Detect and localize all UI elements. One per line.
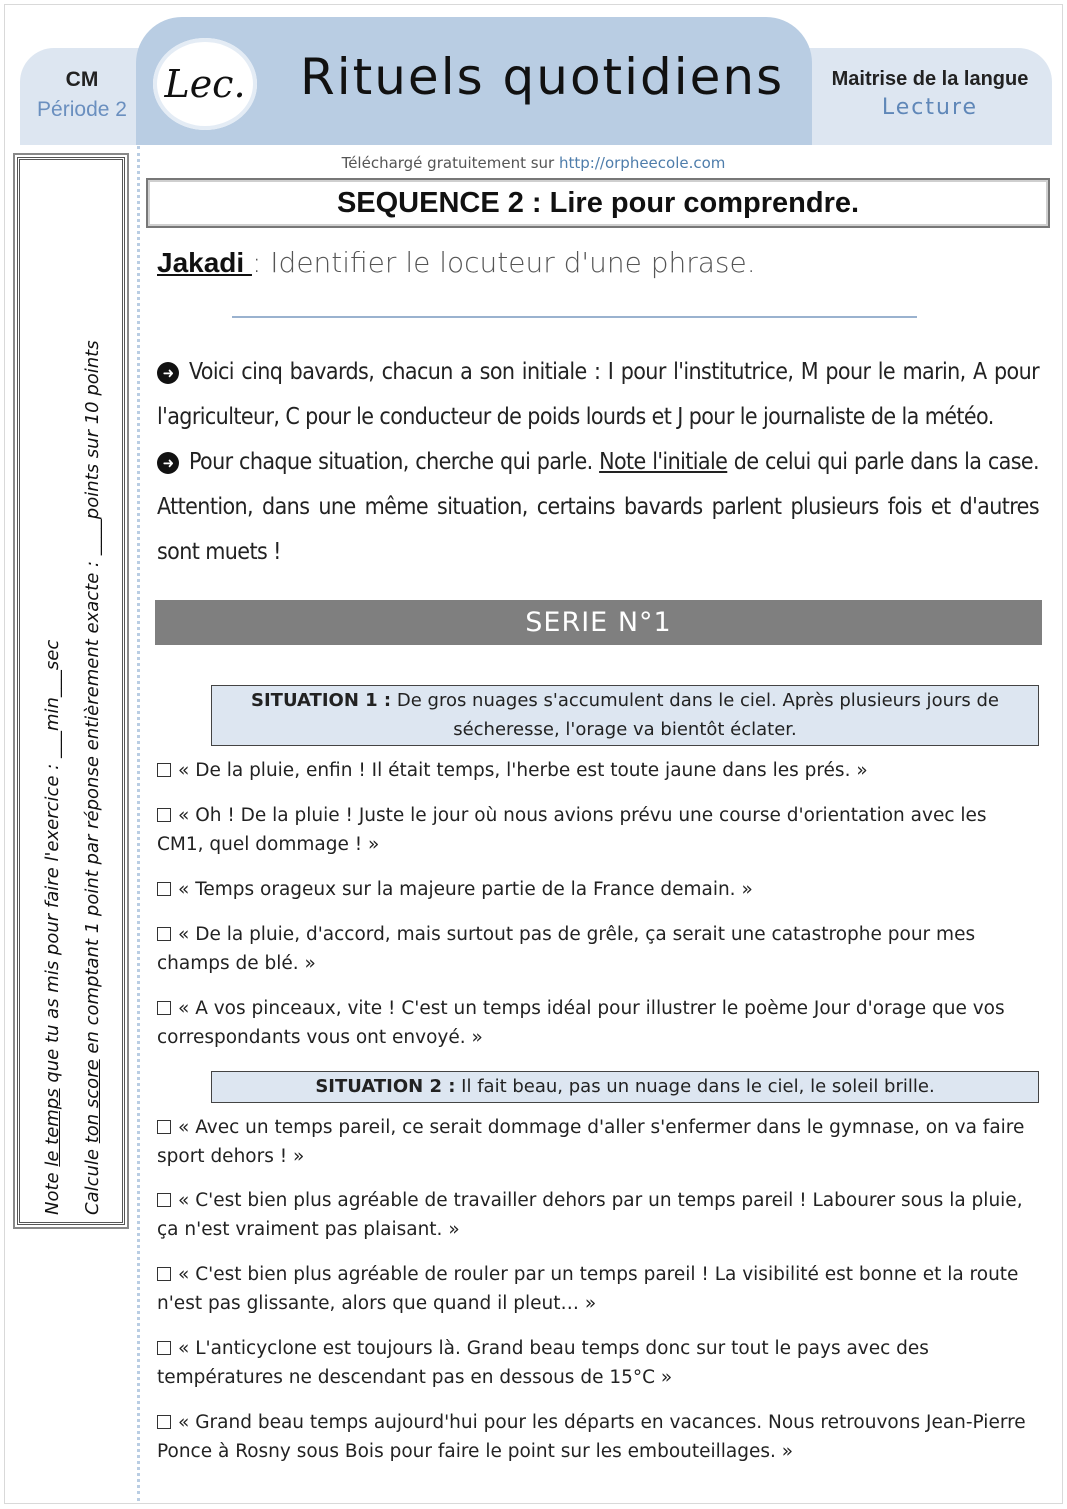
- quote-item: « Temps orageux sur la majeure partie de la France demain. »: [157, 875, 1037, 904]
- quote-item: « A vos pinceaux, vite ! C'est un temps idéal pour illustrer le poème Jour d'orage que vos correspondants vous ont envoyé. »: [157, 998, 1005, 1048]
- instruction-2: ➜ Pour chaque situation, cherche qui parle. Note l'initiale de celui qui parle dans la case. Attention, dans une même situation, certains bavards parlent plusieurs fois et d'autres sont muets !: [157, 449, 1039, 565]
- sequence-title: SEQUENCE 2 : Lire pour comprendre.: [146, 178, 1050, 228]
- quote-item: « Avec un temps pareil, ce serait dommage d'aller s'enfermer dans le gymnase, on va faire sport dehors ! »: [157, 1117, 1025, 1167]
- period-label: Période 2: [37, 98, 127, 121]
- header-right: [812, 68, 1048, 120]
- instructions: [157, 350, 1039, 575]
- quote-item: « C'est bien plus agréable de rouler par un temps pareil ! La visibilité est bonne et la route n'est pas glissante, alors que quand il pleut… »: [157, 1264, 1019, 1314]
- subject-label: Maitrise de la langue: [831, 68, 1029, 90]
- logo-text: Lec.: [164, 62, 246, 106]
- answer-checkbox[interactable]: [157, 1193, 171, 1207]
- arrow-right-icon: ➜: [157, 362, 179, 384]
- score-sidebox: [17, 157, 125, 1225]
- level-label: CM: [65, 68, 99, 91]
- quote-item: « C'est bien plus agréable de travailler dehors par un temps pareil ! Labourer sous la pluie, ça n'est vraiment pas plaisant. »: [157, 1190, 1023, 1240]
- answer-checkbox[interactable]: [157, 1415, 171, 1429]
- serie-banner: SERIE N°1: [155, 600, 1042, 645]
- answer-checkbox[interactable]: [157, 1120, 171, 1134]
- quote-item: « De la pluie, d'accord, mais surtout pas de grêle, ça serait une catastrophe pour mes champs de blé. »: [157, 924, 976, 974]
- answer-checkbox[interactable]: [157, 1341, 171, 1355]
- time-instruction: Note le temps que tu as mis pour faire l'exercice : ___min___sec: [42, 639, 63, 1215]
- answer-checkbox[interactable]: [157, 763, 171, 777]
- quote-item: « L'anticyclone est toujours là. Grand beau temps donc sur tout le pays avec des températures ne descendant pas en dessous de 15°C »: [157, 1338, 929, 1388]
- download-note: [0, 154, 1067, 172]
- answer-checkbox[interactable]: [157, 927, 171, 941]
- answer-checkbox[interactable]: [157, 808, 171, 822]
- quote-item: « Oh ! De la pluie ! Juste le jour où nous avions prévu une course d'orientation avec les CM1, quel dommage ! »: [157, 805, 987, 855]
- instruction-1: ➜ Voici cinq bavards, chacun a son initiale : I pour l'institutrice, M pour le marin, A pour l'agriculteur, C pour le conducteur de poids lourds et J pour le journaliste de la météo.: [157, 359, 1039, 430]
- quote-item: « De la pluie, enfin ! Il était temps, l'herbe est toute jaune dans les prés. »: [157, 756, 1037, 785]
- jakadi-line: [157, 246, 756, 279]
- quote-item: « Grand beau temps aujourd'hui pour les départs en vacances. Nous retrouvons Jean-Pierre Ponce à Rosny sous Bois pour faire le point sur les embouteillages. »: [157, 1412, 1026, 1462]
- download-link[interactable]: http://orpheecole.com: [559, 154, 726, 172]
- page-title: Rituels quotidiens: [300, 48, 785, 106]
- situation-1: SITUATION 1 : De gros nuages s'accumulent dans le ciel. Après plusieurs jours de sécheresse, l'orage va bientôt éclater.: [211, 685, 1039, 746]
- download-prefix: Téléchargé gratuitement sur: [341, 154, 555, 172]
- arrow-right-icon: ➜: [157, 452, 179, 474]
- jakadi-text: : Identifier le locuteur d'une phrase.: [251, 246, 756, 279]
- situation-2: SITUATION 2 : Il fait beau, pas un nuage dans le ciel, le soleil brille.: [211, 1071, 1039, 1103]
- jakadi-label: Jakadi: [157, 247, 252, 278]
- answer-checkbox[interactable]: [157, 882, 171, 896]
- header-left: [22, 68, 142, 122]
- dotted-divider: [137, 146, 140, 1501]
- score-instruction: Calcule ton score en comptant 1 point par réponse entièrement exacte : ____points sur 10 points: [82, 340, 103, 1215]
- separator-line: [232, 316, 917, 318]
- subject-sub-label: Lecture: [881, 95, 979, 120]
- lecture-logo: [153, 38, 257, 130]
- answer-checkbox[interactable]: [157, 1267, 171, 1281]
- answer-checkbox[interactable]: [157, 1001, 171, 1015]
